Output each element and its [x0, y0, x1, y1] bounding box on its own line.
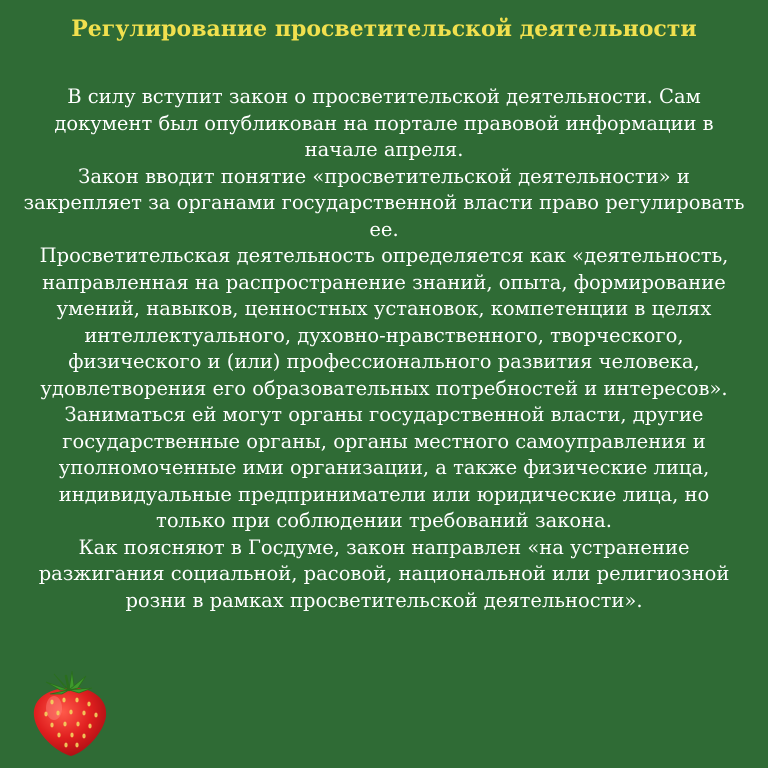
strawberry-icon [24, 668, 114, 758]
paragraph-5: Как поясняют в Госдуме, закон направлен «на устранение разжигания социальной, расовой, национальной или религиозной розни в рамках просветительской деятельности». [38, 535, 730, 612]
paragraph-1: В силу вступит закон о просветительской деятельности. Сам документ был опубликован на портале правовой информации в начале апреля. [54, 85, 714, 161]
page-title: Регулирование просветительской деятельности [71, 16, 697, 42]
paragraph-4: Заниматься ей могут органы государственной власти, другие государственные органы, органы местного самоуправления и уполномоченные ими организации, а также физические лица, индивидуальные предприниматели или юридические лица, но только при соблюдении требований закона. [58, 403, 710, 532]
article-body [22, 84, 746, 614]
paragraph-2: Закон вводит понятие «просветительской деятельности» и закрепляет за органами государственной власти право регулировать ее. [23, 164, 745, 241]
paragraph-3: Просветительская деятельность определяется как «деятельность, направленная на распространение знаний, опыта, формирование умений, навыков, ценностных установок, компетенции в целях интеллектуального, духовно-нравственного, творческого, физического и (или) профессионального развития человека, удовлетворения его образовательных потребностей и интересов». [39, 244, 729, 400]
